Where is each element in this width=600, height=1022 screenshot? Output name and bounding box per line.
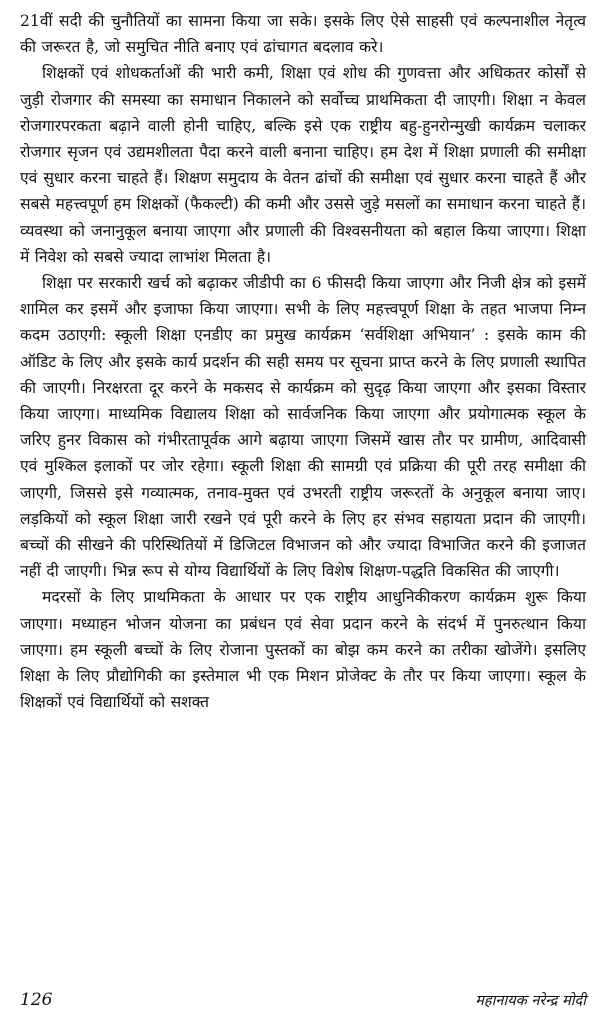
page-footer (20, 986, 586, 1014)
book-page (20, 8, 586, 715)
page-number: 126 (20, 990, 53, 1010)
running-title: महानायक नरेन्द्र मोदी (475, 993, 586, 1009)
paragraph-continued: 21वीं सदी की चुनौतियों का सामना किया जा सके। इसके लिए ऐसे साहसी एवं कल्पनाशील नेतृत्व की जरूरत है, जो समुचित नीति बनाए एवं ढांचागत बदलाव करे। (20, 12, 586, 57)
paragraph-teachers-research: शिक्षकों एवं शोधकर्ताओं की भारी कमी, शिक्षा एवं शोध की गुणवत्ता और अधिकतर कोर्सों से जुड़ी रोजगार की समस्या का समाधान निकालने को सर्वोच्च प्राथमिकता दी जाएगी। शिक्षा न केवल रोजगारपरकता बढ़ाने वाली होनी चाहिए, बल्कि इसे एक राष्ट्रीय बहु-हुनरोन्मुखी कार्यक्रम चलाकर रोजगार सृजन एवं उद्यमशीलता पैदा करने वाली बनाना चाहिए। हम देश में शिक्षा प्रणाली की समीक्षा एवं सुधार करना चाहते हैं। शिक्षण समुदाय के वेतन ढांचों की समीक्षा एवं सुधार करना चाहते हैं और सबसे महत्त्वपूर्ण हम शिक्षकों (फैकल्टी) की कमी और उससे जुड़े मसलों का समाधान करना चाहते हैं। व्यवस्था को जनानुकूल बनाया जाएगा और प्रणाली की विश्वसनीयता को बहाल किया जाएगा। शिक्षा में निवेश को सबसे ज्यादा लाभांश मिलता है। (20, 64, 586, 266)
paragraph-madrasa-modernization: मदरसों के लिए प्राथमिकता के आधार पर एक राष्ट्रीय आधुनिकीकरण कार्यक्रम शुरू किया जाएगा। मध्याहन भोजन योजना का प्रबंधन एवं सेवा प्रदान करने के संदर्भ में पुनरुत्थान किया जाएगा। हम स्कूली बच्चों के लिए रोजाना पुस्तकों का बोझ कम करने का तरीका खोजेंगे। इसलिए शिक्षा के लिए प्रौद्योगिकी का इस्तेमाल भी एक मिशन प्रोजेक्ट के तौर पर किया जाएगा। स्कूल के शिक्षकों एवं विद्यार्थियों को सशक्त (20, 588, 586, 712)
paragraph-education-spending: शिक्षा पर सरकारी खर्च को बढ़ाकर जीडीपी का 6 फीसदी किया जाएगा और निजी क्षेत्र को इसमें शामिल कर इसमें और इजाफा किया जाएगा। सभी के लिए महत्त्वपूर्ण शिक्षा के तहत भाजपा निम्न कदम उठाएगी: स्कूली शिक्षा एनडीए का प्रमुख कार्यक्रम ‘सर्वशिक्षा अभियान’ : इसके काम की ऑडिट के लिए और इसके कार्य प्रदर्शन की सही समय पर सूचना प्राप्त करने के लिए प्रणाली स्थापित की जाएगी। निरक्षरता दूर करने के मकसद से कार्यक्रम को सुदृढ़ किया जाएगा और इसका विस्तार किया जाएगा। माध्यमिक विद्यालय शिक्षा को सार्वजनिक किया जाएगा और प्रयोगात्मक स्कूल के जरिए हुनर विकास को गंभीरतापूर्वक आगे बढ़ाया जाएगा जिसमें खास तौर पर ग्रामीण, आदिवासी एवं मुश्किल इलाकों पर जोर रहेगा। स्कूली शिक्षा की सामग्री एवं प्रक्रिया की पूरी तरह समीक्षा की जाएगी, जिससे इसे गव्यात्मक, तनाव-मुक्त एवं उभरती राष्ट्रीय जरूरतों के अनुकूल बनाया जाए। लड़कियों को स्कूल शिक्षा जारी रखने एवं पूरी करने के लिए हर संभव सहायता प्रदान की जाएगी। बच्चों की सीखने की परिस्थितियों में डिजिटल विभाजन को और ज्यादा विभाजित करने की इजाजत नहीं दी जाएगी। भिन्न रूप से योग्य विद्यार्थियों के लिए विशेष शिक्षण-पद्धति विकसित की जाएगी। (20, 274, 586, 581)
